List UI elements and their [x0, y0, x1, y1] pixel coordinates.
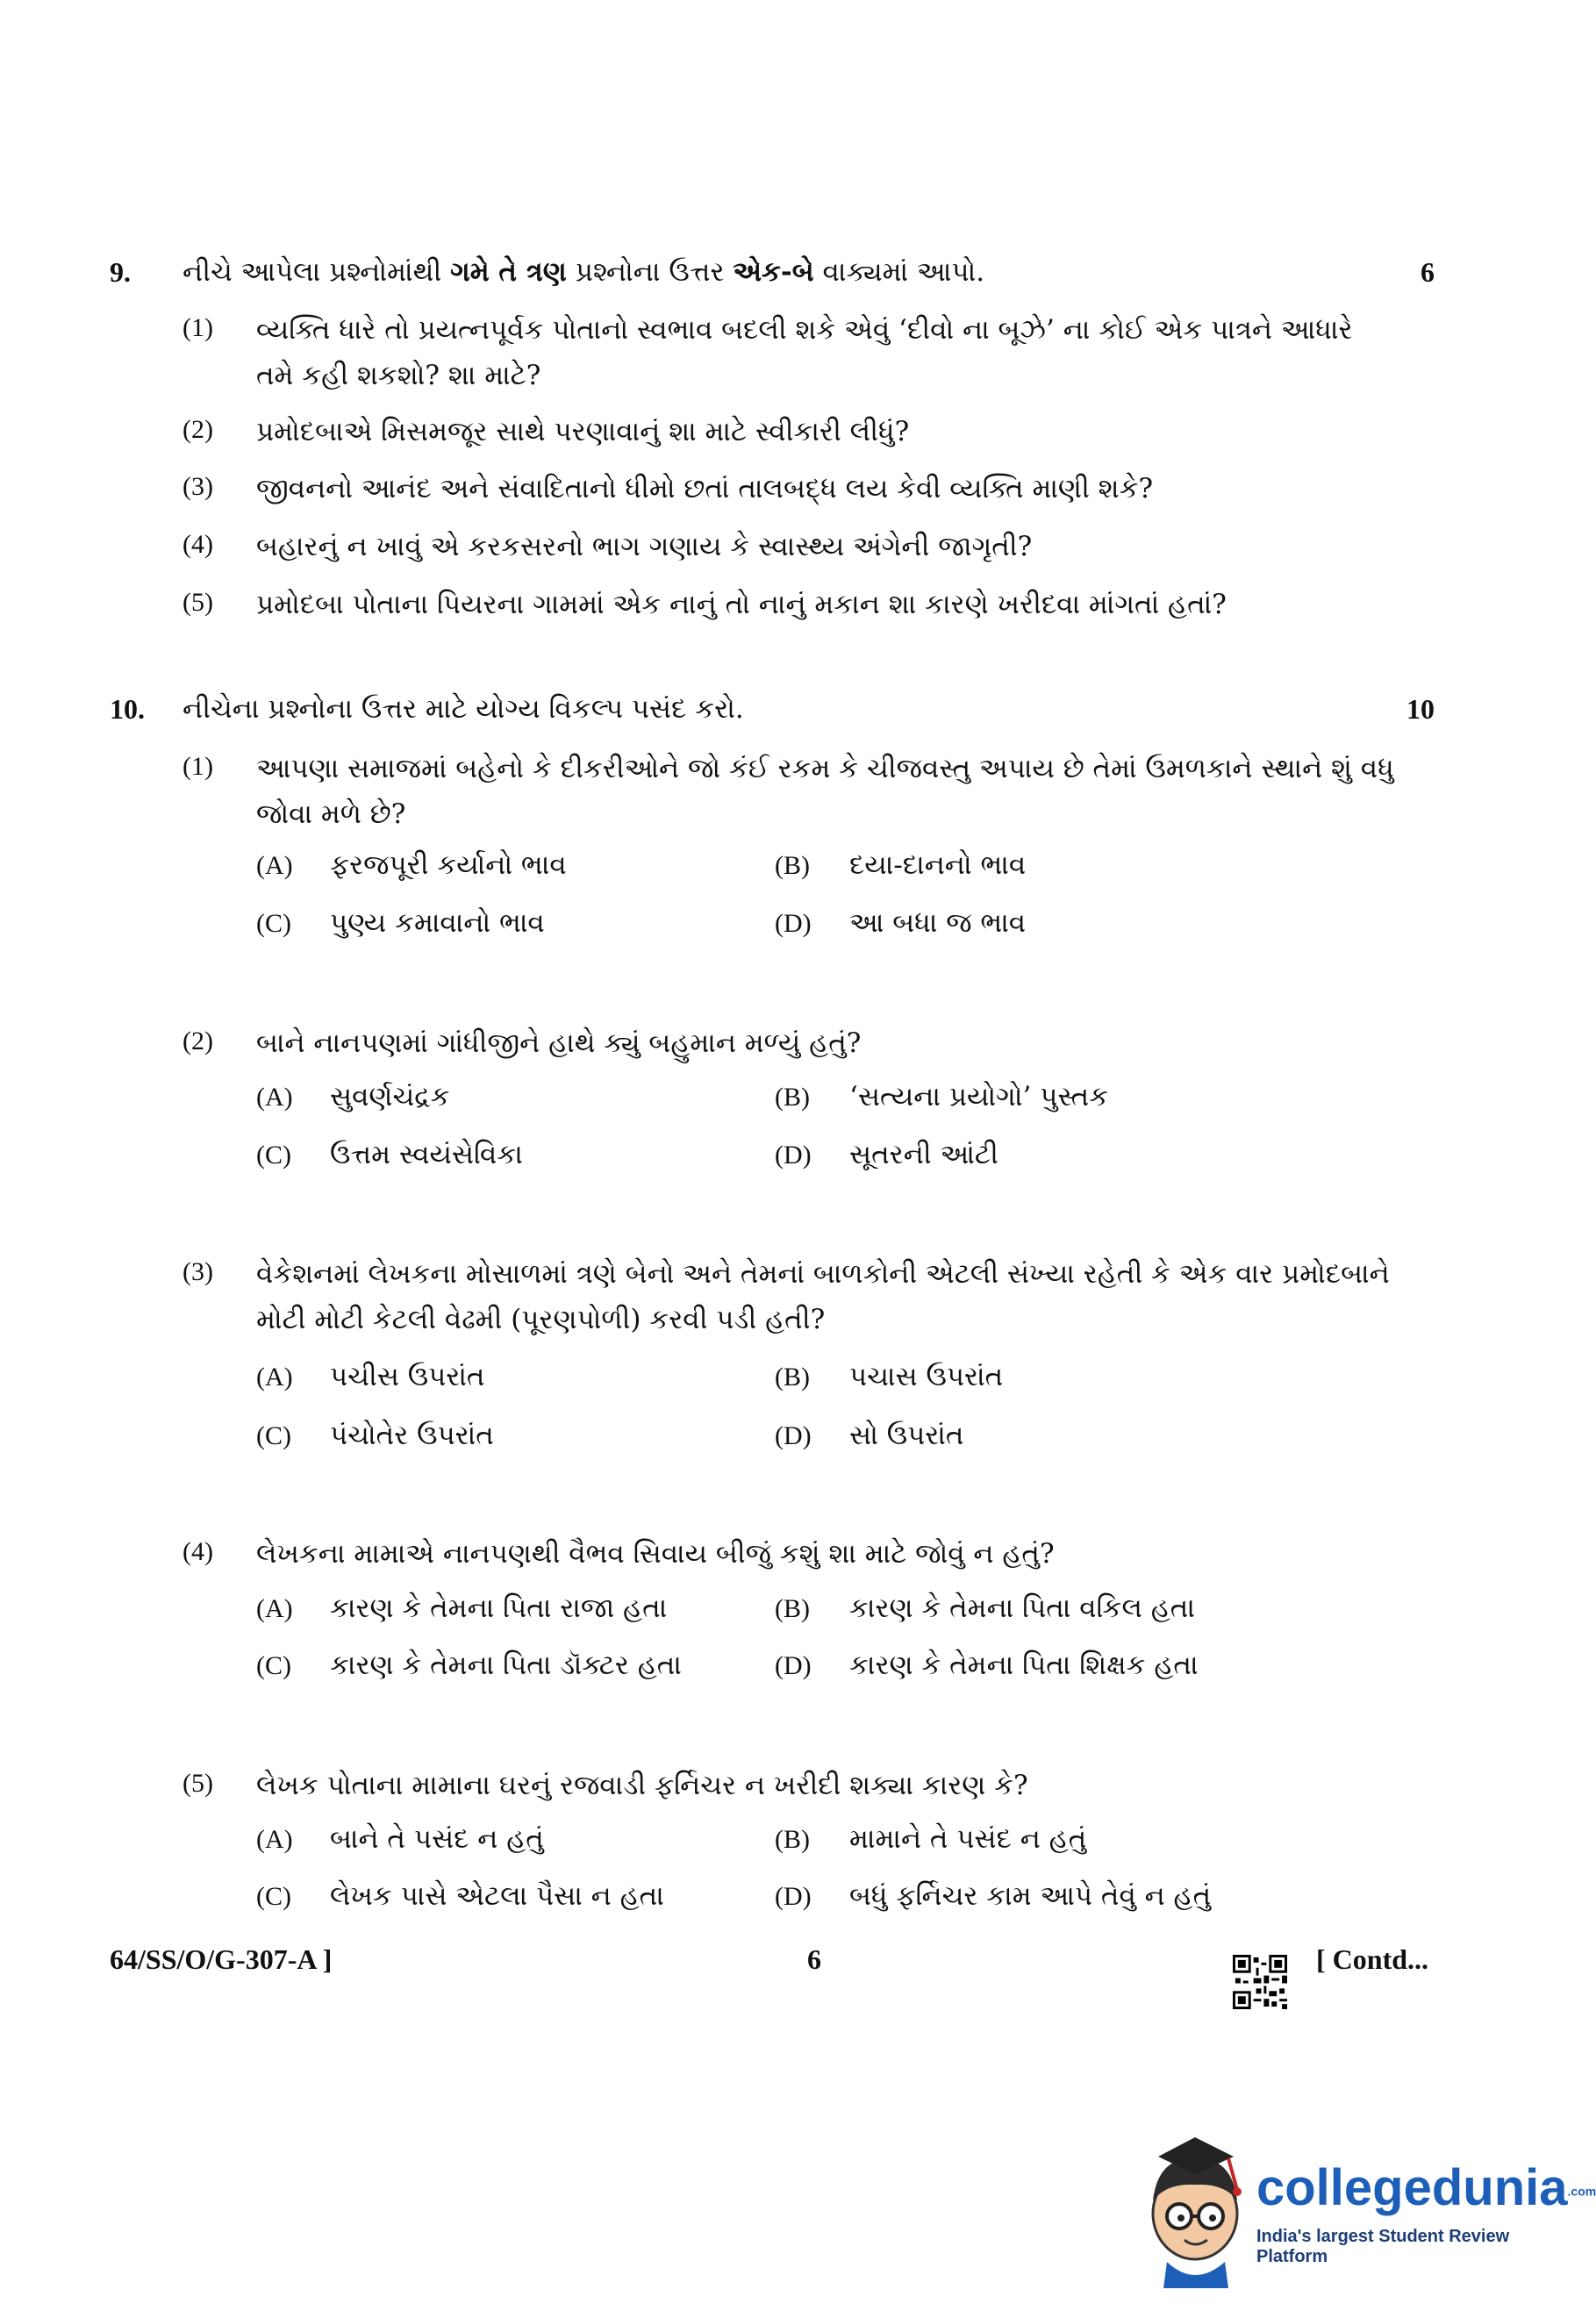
question-9-number: 9. [110, 256, 131, 288]
option-letter: (A) [256, 1083, 293, 1112]
option-text: કારણ કે તેમના પિતા શિક્ષક હતા [849, 1649, 1199, 1681]
option-text: પચીસ ઉપરાંત [330, 1361, 485, 1392]
continued-label: [ Contd... [1316, 1943, 1429, 1975]
question-10-instruction: નીચેના પ્રશ્નોના ઉત્તર માટે યોગ્ય વિકલ્પ પસંદ કરો. [183, 693, 744, 725]
option-text: પુણ્ય કમાવાનો ભાવ [330, 907, 545, 939]
option-letter: (D) [775, 1651, 812, 1680]
option-text: ‘સત્યના પ્રયોગો’ પુસ્તક [849, 1081, 1109, 1113]
option-letter: (A) [256, 1594, 293, 1623]
option-letter: (B) [775, 1594, 810, 1623]
option-letter: (C) [256, 909, 291, 938]
option-letter: (B) [775, 851, 810, 880]
option-letter: (C) [256, 1651, 291, 1680]
option-text: દયા-દાનનો ભાવ [849, 849, 1027, 881]
q9-sub-text: બહારનું ન ખાવું એ કરકસરનો ભાગ ગણાય કે સ્વાસ્થ્ય અંગેની જાગૃતી? [256, 531, 1033, 562]
q9-intro-part: નીચે આપેલા પ્રશ્નોમાંથી [183, 256, 451, 288]
option-text: ઉત્તમ સ્વયંસેવિકા [330, 1139, 523, 1170]
option-text: સૂતરની આંટી [849, 1139, 998, 1170]
option-letter: (C) [256, 1882, 291, 1911]
brand-name [1256, 2158, 1596, 2217]
q9-intro-part: વાક્યમાં આપો. [813, 256, 985, 288]
q10-sub-text: આપણા સમાજમાં બહેનો કે દીકરીઓને જો કંઈ રકમ કે ચીજવસ્તુ અપાય છે તેમાં ઉમળકાને સ્થાને શું વધુ જોવા મળે છે? [256, 753, 1394, 830]
option-letter: (B) [775, 1825, 810, 1854]
question-10-number: 10. [110, 693, 145, 725]
q10-sub-number: (2) [183, 1027, 213, 1055]
brand-wordmark: collegedunia [1256, 2159, 1568, 2216]
page-number: 6 [807, 1943, 821, 1975]
q10-sub-number: (4) [183, 1537, 213, 1566]
qr-code-icon [1233, 1955, 1287, 2009]
option-text: કારણ કે તેમના પિતા રાજા હતા [330, 1592, 668, 1624]
q10-sub-number: (5) [183, 1769, 213, 1798]
option-letter: (A) [256, 851, 293, 880]
option-letter: (D) [775, 909, 812, 938]
q10-sub-text: બાને નાનપણમાં ગાંધીજીને હાથે ક્યું બહુમાન મળ્યું હતું? [256, 1027, 862, 1059]
brand-tagline: India's largest Student Review Platform [1256, 2227, 1510, 2266]
q10-sub-number: (3) [183, 1257, 213, 1286]
option-text: ફરજપૂરી કર્યાનો ભાવ [330, 849, 567, 881]
q9-intro-bold: ગમે તે ત્રણ [450, 256, 567, 288]
q9-intro-bold: એક-બે [733, 256, 814, 288]
option-text: સો ઉપરાંત [849, 1420, 964, 1451]
option-text: બાને તે પસંદ ન હતું [330, 1823, 544, 1855]
q9-sub-number: (2) [183, 415, 213, 444]
question-9-marks: 6 [1421, 256, 1435, 288]
option-text: કારણ કે તેમના પિતા વકિલ હતા [849, 1592, 1195, 1624]
option-text: લેખક પાસે એટલા પૈસા ન હતા [330, 1880, 664, 1912]
option-text: પચાસ ઉપરાંત [849, 1361, 1004, 1392]
option-letter: (C) [256, 1141, 291, 1170]
option-letter: (D) [775, 1421, 812, 1450]
q10-sub-text: લેખક પોતાના મામાના ઘરનું રજવાડી ફર્નિચર ન ખરીદી શક્યા કારણ કે? [256, 1770, 1028, 1801]
q9-sub-text: પ્રમોદબા પોતાના પિયરના ગામમાં એક નાનું તો નાનું મકાન શા કારણે ખરીદવા માંગતાં હતાં? [256, 589, 1227, 620]
paper-code: 64/SS/O/G-307-A ] [110, 1943, 333, 1975]
mascot-logo-icon [1141, 2122, 1255, 2288]
q9-sub-text: પ્રમોદબાએ મિસમજૂર સાથે પરણાવાનું શા માટે સ્વીકારી લીધું? [256, 416, 910, 447]
q10-sub-text: વેકેશનમાં લેખકના મોસાળમાં ત્રણે બેનો અને તેમનાં બાળકોની એટલી સંખ્યા રહેતી કે એક વાર પ્રમોદબાને મોટી મોટી કેટલી વેઢમી (પૂરણપોળી) કરવી પડી હતી? [256, 1258, 1390, 1335]
option-letter: (D) [775, 1141, 812, 1170]
q9-sub-number: (3) [183, 472, 213, 501]
option-text: કારણ કે તેમના પિતા ડૉક્ટર હતા [330, 1649, 682, 1681]
option-letter: (A) [256, 1363, 293, 1392]
option-text: મામાને તે પસંદ ન હતું [849, 1823, 1087, 1855]
option-letter: (A) [256, 1825, 293, 1854]
option-letter: (B) [775, 1083, 810, 1112]
option-text: સુવર્ણચંદ્રક [330, 1081, 450, 1113]
question-9-instruction [183, 256, 984, 289]
option-text: બધું ફર્નિચર કામ આપે તેવું ન હતું [849, 1880, 1212, 1912]
q9-sub-text: વ્યક્તિ ધારે તો પ્રયત્નપૂર્વક પોતાનો સ્વભાવ બદલી શકે એવું ‘દીવો ના બૂઝે’ ના કોઈ એક પાત્રને આધારે તમે કહી શકશો? શા માટે? [256, 314, 1353, 391]
option-letter: (B) [775, 1363, 810, 1392]
q9-intro-part: પ્રશ્નોના ઉત્તર [566, 256, 734, 288]
q9-sub-number: (4) [183, 530, 213, 559]
q9-sub-number: (1) [183, 313, 213, 342]
q9-sub-number: (5) [183, 588, 213, 617]
q10-sub-text: લેખકના મામાએ નાનપણથી વૈભવ સિવાય બીજું કશું શા માટે જોવું ન હતું? [256, 1538, 1055, 1570]
option-letter: (C) [256, 1421, 291, 1450]
option-text: પંચોતેર ઉપરાંત [330, 1420, 494, 1451]
q9-sub-text: જીવનનો આનંદ અને સંવાદિતાનો ધીમો છતાં તાલબદ્ધ લય કેવી વ્યક્તિ માણી શકે? [256, 473, 1154, 504]
question-10-marks: 10 [1406, 693, 1435, 725]
brand-domain: .com [1567, 2184, 1596, 2199]
option-letter: (D) [775, 1882, 812, 1911]
option-text: આ બધા જ ભાવ [849, 907, 1027, 939]
q10-sub-number: (1) [183, 752, 213, 781]
